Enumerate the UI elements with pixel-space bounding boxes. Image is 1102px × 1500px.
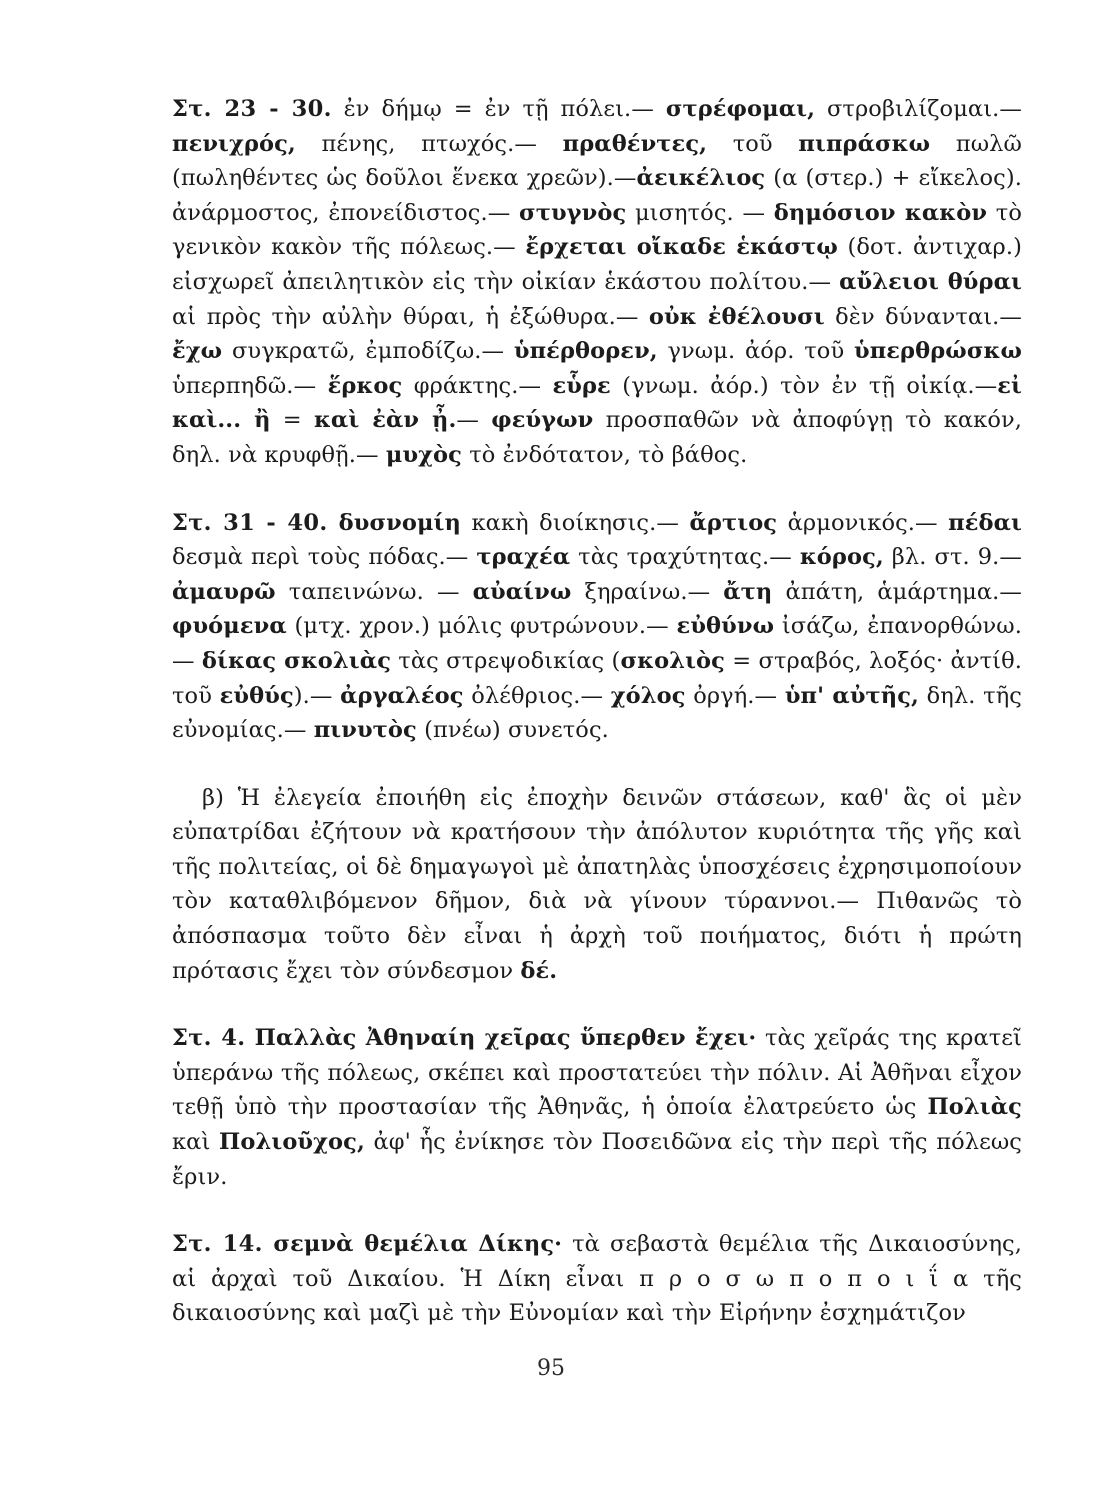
line-reference: Στ. 23 - 30.	[172, 96, 332, 122]
gloss-text: τὰ σεβαστὰ θεμέλια τῆς Δικαιοσύνης, αἱ ἀρχαὶ τοῦ Δικαίου. Ἡ Δίκη εἶναι π ρ ο σ ω π ο π ο ι ΐ α τῆς δικαιοσύνης καὶ μαζὶ μὲ τὴν Εὐνομίαν καὶ τὴν Εἰρήνην ἐσχημάτιζον	[172, 1231, 1022, 1327]
lemma: Πολιὰς	[927, 1094, 1022, 1121]
gloss-text: γνωμ. ἀόρ. τοῦ	[657, 338, 854, 365]
lemma: αὔλειοι θύραι	[839, 268, 1022, 295]
gloss-text: ὀργή.—	[685, 682, 785, 709]
gloss-text: ἁρμονικός.—	[777, 509, 949, 536]
gloss-text: φράκτης.—	[402, 372, 553, 399]
lemma: ἄτη	[723, 578, 773, 605]
lemma: καὶ ἐὰν ᾖ.	[313, 407, 457, 434]
lemma: πέδαι	[948, 509, 1022, 536]
gloss-text: συγκρατῶ, ἐμποδίζω.—	[222, 338, 514, 365]
gloss-text: τὸ ἐνδότατον, τὸ βάθος.	[461, 441, 748, 468]
gloss-text: αἱ πρὸς τὴν αὐλὴν θύραι, ἡ ἐξώθυρα.—	[172, 303, 649, 330]
note-line-14	[172, 1227, 1022, 1331]
lemma: ἀεικέλιος	[636, 165, 766, 192]
gloss-text: τὸ γενικὸν κακὸν τῆς πόλεως.—	[172, 199, 1022, 261]
gloss-text: τὰς τραχύτητας.—	[570, 544, 800, 571]
lemma: ἀργαλέος	[340, 682, 464, 709]
gloss-text: τοῦ	[707, 130, 799, 157]
gloss-text: πωλῶ (πωληθέντες ὡς δοῦλοι ἕνεκα χρεῶν).—	[172, 130, 1022, 192]
gloss-text: = στραβός, λοξός· ἀντίθ. τοῦ	[172, 647, 1022, 709]
gloss-text: —	[456, 407, 492, 434]
lemma: στρέφομαι,	[665, 96, 816, 122]
gloss-text: βλ. στ. 9.—	[883, 544, 1022, 571]
gloss-text: ἐν δήμῳ = ἐν τῇ πόλει.—	[331, 96, 666, 122]
lemma: πραθέντες,	[562, 130, 708, 157]
gloss-text: (πνέω) συνετός.	[416, 717, 609, 744]
gloss-text: (μτχ. χρον.) μόλις φυτρώνουν.—	[286, 613, 677, 640]
lemma: φυόμενα	[172, 613, 287, 640]
gloss-text: πένης, πτωχός.—	[295, 130, 563, 157]
gloss-text: τὰς στρεψοδικίας (	[391, 647, 621, 674]
lemma: δέ.	[520, 957, 558, 984]
lemma: ἔχω	[172, 338, 223, 365]
gloss-text: καὶ	[172, 1129, 219, 1156]
gloss-text: κακὴ διοίκησις.—	[461, 509, 690, 536]
lemma: εὗρε	[552, 372, 611, 399]
lemma: σεμνὰ θεμέλια Δίκης·	[262, 1231, 563, 1258]
lemma: δίκας σκολιὰς	[201, 647, 391, 674]
gloss-text: ἀφ' ἧς ἐνίκησε τὸν Ποσειδῶνα εἰς τὴν περὶ τῆς πόλεως ἔριν.	[172, 1129, 1022, 1190]
line-reference: Στ. 4.	[172, 1025, 246, 1052]
gloss-text: δεσμὰ περὶ τοὺς πόδας.—	[172, 544, 477, 571]
gloss-text: ἰσάζω, ἐπανορθώνω.—	[172, 613, 1022, 674]
gloss-text: ταπεινώνω. —	[275, 578, 473, 605]
gloss-text: (δοτ. ἀντιχαρ.) εἰσχωρεῖ ἀπειλητικὸν εἰς τὴν οἰκίαν ἑκάστου πολίτου.—	[172, 234, 1022, 295]
lemma: εἰ καὶ... ἢ	[172, 372, 1023, 434]
lemma: ἔρχεται οἴκαδε ἑκάστῳ	[525, 234, 838, 261]
lemma: ὑπ' αὐτῆς,	[784, 682, 919, 709]
line-reference: Στ. 31 - 40.	[172, 509, 328, 536]
lemma: φεύγων	[491, 407, 594, 434]
lemma: ἀμαυρῶ	[172, 578, 276, 605]
gloss-text: ὀλέθριος.—	[463, 682, 611, 709]
note-lines-31-40	[172, 506, 1022, 748]
paragraph-text: β) Ἡ ἐλεγεία ἐποιήθη εἰς ἐποχὴν δεινῶν στάσεων, καθ' ἃς οἱ μὲν εὐπατρίδαι ἐζήτουν νὰ κρατήσουν τὴν ἀπόλυτον κυριότητα τῆς γῆς καὶ τῆς πολιτείας, οἱ δὲ δημαγωγοὶ μὲ ἀπατηλὰς ὑποσχέσεις ἐχρησιμοποίουν τὸν καταθλιβόμενον δῆμον, διὰ νὰ γίνουν τύραννοι.— Πιθανῶς τὸ ἀπόσπασμα τοῦτο δὲν εἶναι ἡ ἀρχὴ τοῦ ποιήματος, διότι ἡ πρώτη πρότασις ἔχει τὸν σύνδεσμον	[172, 784, 1022, 984]
gloss-text: (γνωμ. ἀόρ.) τὸν ἐν τῇ οἰκίᾳ.—	[610, 372, 998, 399]
gloss-text: ξηραίνω.—	[571, 578, 724, 605]
lemma: Πολιοῦχος,	[219, 1129, 365, 1156]
lemma: δυσνομίη	[327, 509, 461, 536]
lemma: Παλλὰς Ἀθηναίη χεῖρας ὕπερθεν ἔχει·	[245, 1025, 757, 1052]
note-line-4	[172, 1021, 1022, 1194]
lemma: οὐκ ἐθέλουσι	[648, 303, 825, 330]
gloss-text: ὑπερπηδῶ.—	[172, 372, 328, 399]
lemma: πενιχρός,	[172, 130, 296, 157]
lemma: μυχὸς	[385, 441, 462, 468]
note-lines-23-30	[172, 92, 1022, 473]
lemma: ἕρκος	[327, 372, 403, 399]
commentary-text	[172, 92, 1022, 1331]
gloss-text: δηλ. τῆς εὐνομίας.—	[172, 682, 1022, 744]
gloss-text: (α (στερ.) + εἴκελος). ἀνάρμοστος, ἐπονείδιστος.—	[172, 165, 1022, 226]
gloss-text: μισητός. —	[626, 199, 774, 226]
lemma: στυγνὸς	[519, 199, 627, 226]
lemma: δημόσιον κακὸν	[773, 199, 988, 226]
lemma: αὐαίνω	[472, 578, 572, 605]
lemma: τραχέα	[476, 544, 571, 571]
lemma: κόρος,	[799, 544, 884, 571]
gloss-text: τὰς χεῖράς της κρατεῖ ὑπεράνω τῆς πόλεως, σκέπει καὶ προστατεύει τὴν πόλιν. Αἱ Ἀθῆναι εἶχον τεθῇ ὑπὸ τὴν προστασίαν τῆς Ἀθηνᾶς, ἡ ὁποία ἐλατρεύετο ὡς	[172, 1025, 1022, 1121]
lemma: εὐθύνω	[676, 613, 775, 640]
lemma: ἄρτιος	[689, 509, 778, 536]
line-reference: Στ. 14.	[172, 1231, 263, 1258]
lemma: σκολιὸς	[620, 647, 725, 674]
gloss-text: στροβιλίζομαι.—	[815, 96, 1022, 122]
note-historical-context	[172, 781, 1022, 989]
gloss-text: ἀπάτη, ἁμάρτημα.—	[772, 578, 1023, 605]
page-number: 95	[537, 1356, 565, 1381]
lemma: πινυτὸς	[313, 717, 417, 744]
gloss-text: ).—	[293, 682, 341, 709]
lemma: εὐθύς	[219, 682, 294, 709]
gloss-text: =	[270, 407, 314, 434]
lemma: ὑπερθρώσκω	[854, 338, 1022, 365]
lemma: χόλος	[610, 682, 686, 709]
gloss-text: δὲν δύνανται.—	[824, 303, 1022, 330]
lemma: πιπράσκω	[798, 130, 931, 157]
gloss-text: προσπαθῶν νὰ ἀποφύγῃ τὸ κακόν, δηλ. νὰ κρυφθῇ.—	[172, 407, 1022, 468]
lemma: ὑπέρθορεν,	[513, 338, 658, 365]
